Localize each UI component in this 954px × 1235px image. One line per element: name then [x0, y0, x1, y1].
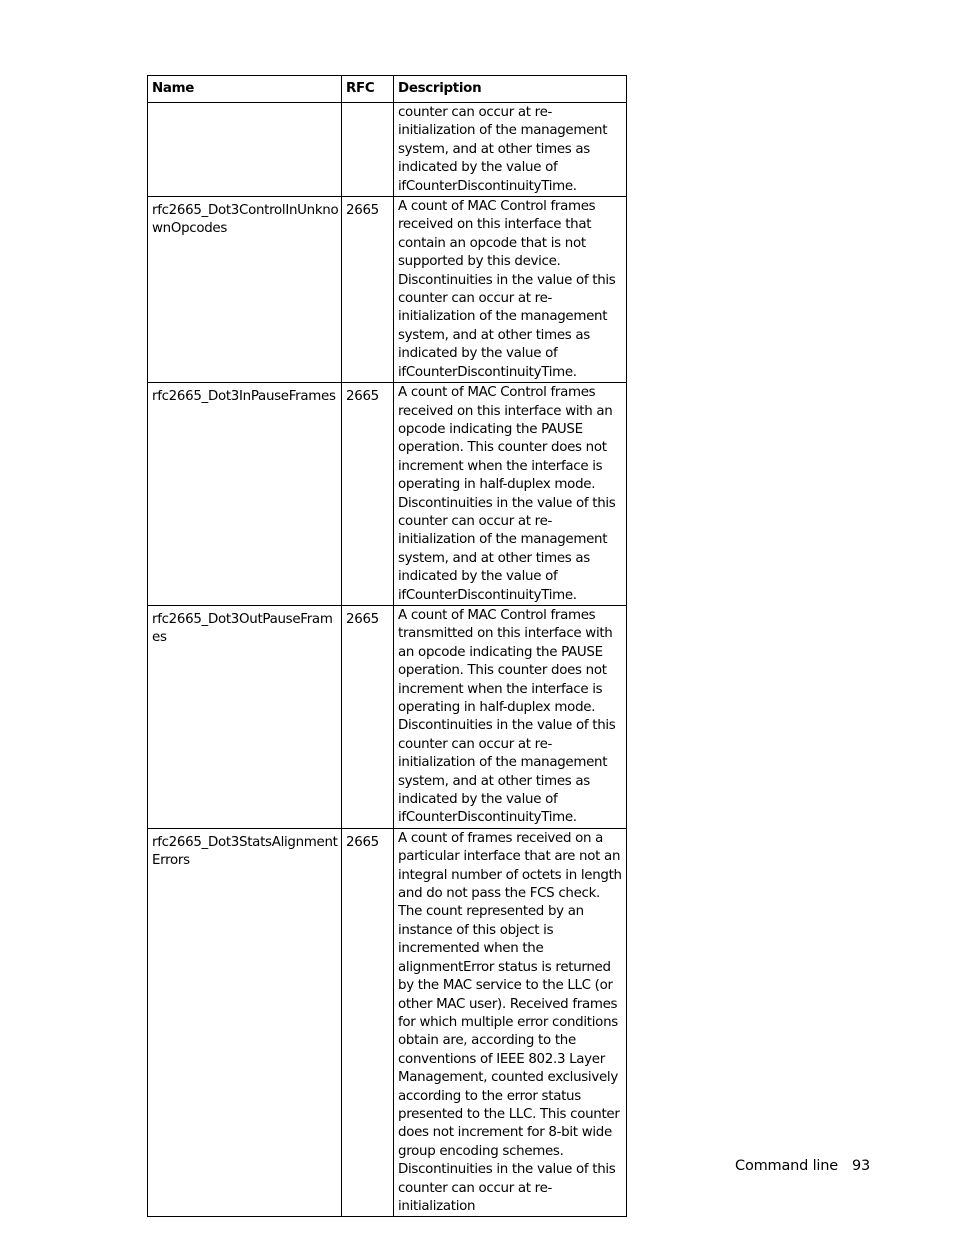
- header-rfc: RFC: [342, 76, 394, 103]
- row-name-cell: rfc2665_Dot3ControlInUnknownOpcodes: [148, 197, 342, 383]
- row-name-cell: rfc2665_Dot3StatsAlignmentErrors: [148, 828, 342, 1217]
- row-rfc-cell: [342, 103, 394, 197]
- table-row: [148, 103, 627, 197]
- header-description: Description: [394, 76, 627, 103]
- page-footer: [735, 1158, 870, 1174]
- row-rfc-cell: 2665: [342, 383, 394, 606]
- table-row: [148, 828, 627, 1217]
- row-description-cell: counter can occur at re-initialization of the management system, and at other times as indicated by the value of ifCounterDiscontinuityTime.: [394, 103, 627, 197]
- mib-counters-table: [147, 75, 627, 1217]
- row-rfc-cell: 2665: [342, 828, 394, 1217]
- row-rfc-cell: 2665: [342, 197, 394, 383]
- row-name-cell: [148, 103, 342, 197]
- row-name-cell: rfc2665_Dot3InPauseFrames: [148, 383, 342, 606]
- row-description-cell: A count of frames received on a particular interface that are not an integral number of octets in length and do not pass the FCS check. The count represented by an instance of this object is incremented when the alignmentError status is returned by the MAC service to the LLC (or other MAC user). Received frames for which multiple error conditions obtain are, according to the conventions of IEEE 802.3 Layer Management, counted exclusively according to the error status presented to the LLC. This counter does not increment for 8-bit wide group encoding schemes. Discontinuities in the value of this counter can occur at re-initialization: [394, 828, 627, 1217]
- table-row: [148, 197, 627, 383]
- header-name: Name: [148, 76, 342, 103]
- table-row: [148, 383, 627, 606]
- page-number: 93: [851, 1158, 870, 1174]
- row-rfc-cell: 2665: [342, 605, 394, 828]
- row-description-cell: A count of MAC Control frames received on this interface that contain an opcode that is not supported by this device. Discontinuities in the value of this counter can occur at re-initialization of the management system, and at other times as indicated by the value of ifCounterDiscontinuityTime.: [394, 197, 627, 383]
- table-row: [148, 605, 627, 828]
- row-name-cell: rfc2665_Dot3OutPauseFrames: [148, 605, 342, 828]
- row-description-cell: A count of MAC Control frames received on this interface with an opcode indicating the PAUSE operation. This counter does not increment when the interface is operating in half-duplex mode. Discontinuities in the value of this counter can occur at re-initialization of the management system, and at other times as indicated by the value of ifCounterDiscontinuityTime.: [394, 383, 627, 606]
- table-header-row: [148, 76, 627, 103]
- row-description-cell: A count of MAC Control frames transmitted on this interface with an opcode indicating the PAUSE operation. This counter does not increment when the interface is operating in half-duplex mode. Discontinuities in the value of this counter can occur at re-initialization of the management system, and at other times as indicated by the value of ifCounterDiscontinuityTime.: [394, 605, 627, 828]
- footer-section-title: Command line: [735, 1158, 838, 1174]
